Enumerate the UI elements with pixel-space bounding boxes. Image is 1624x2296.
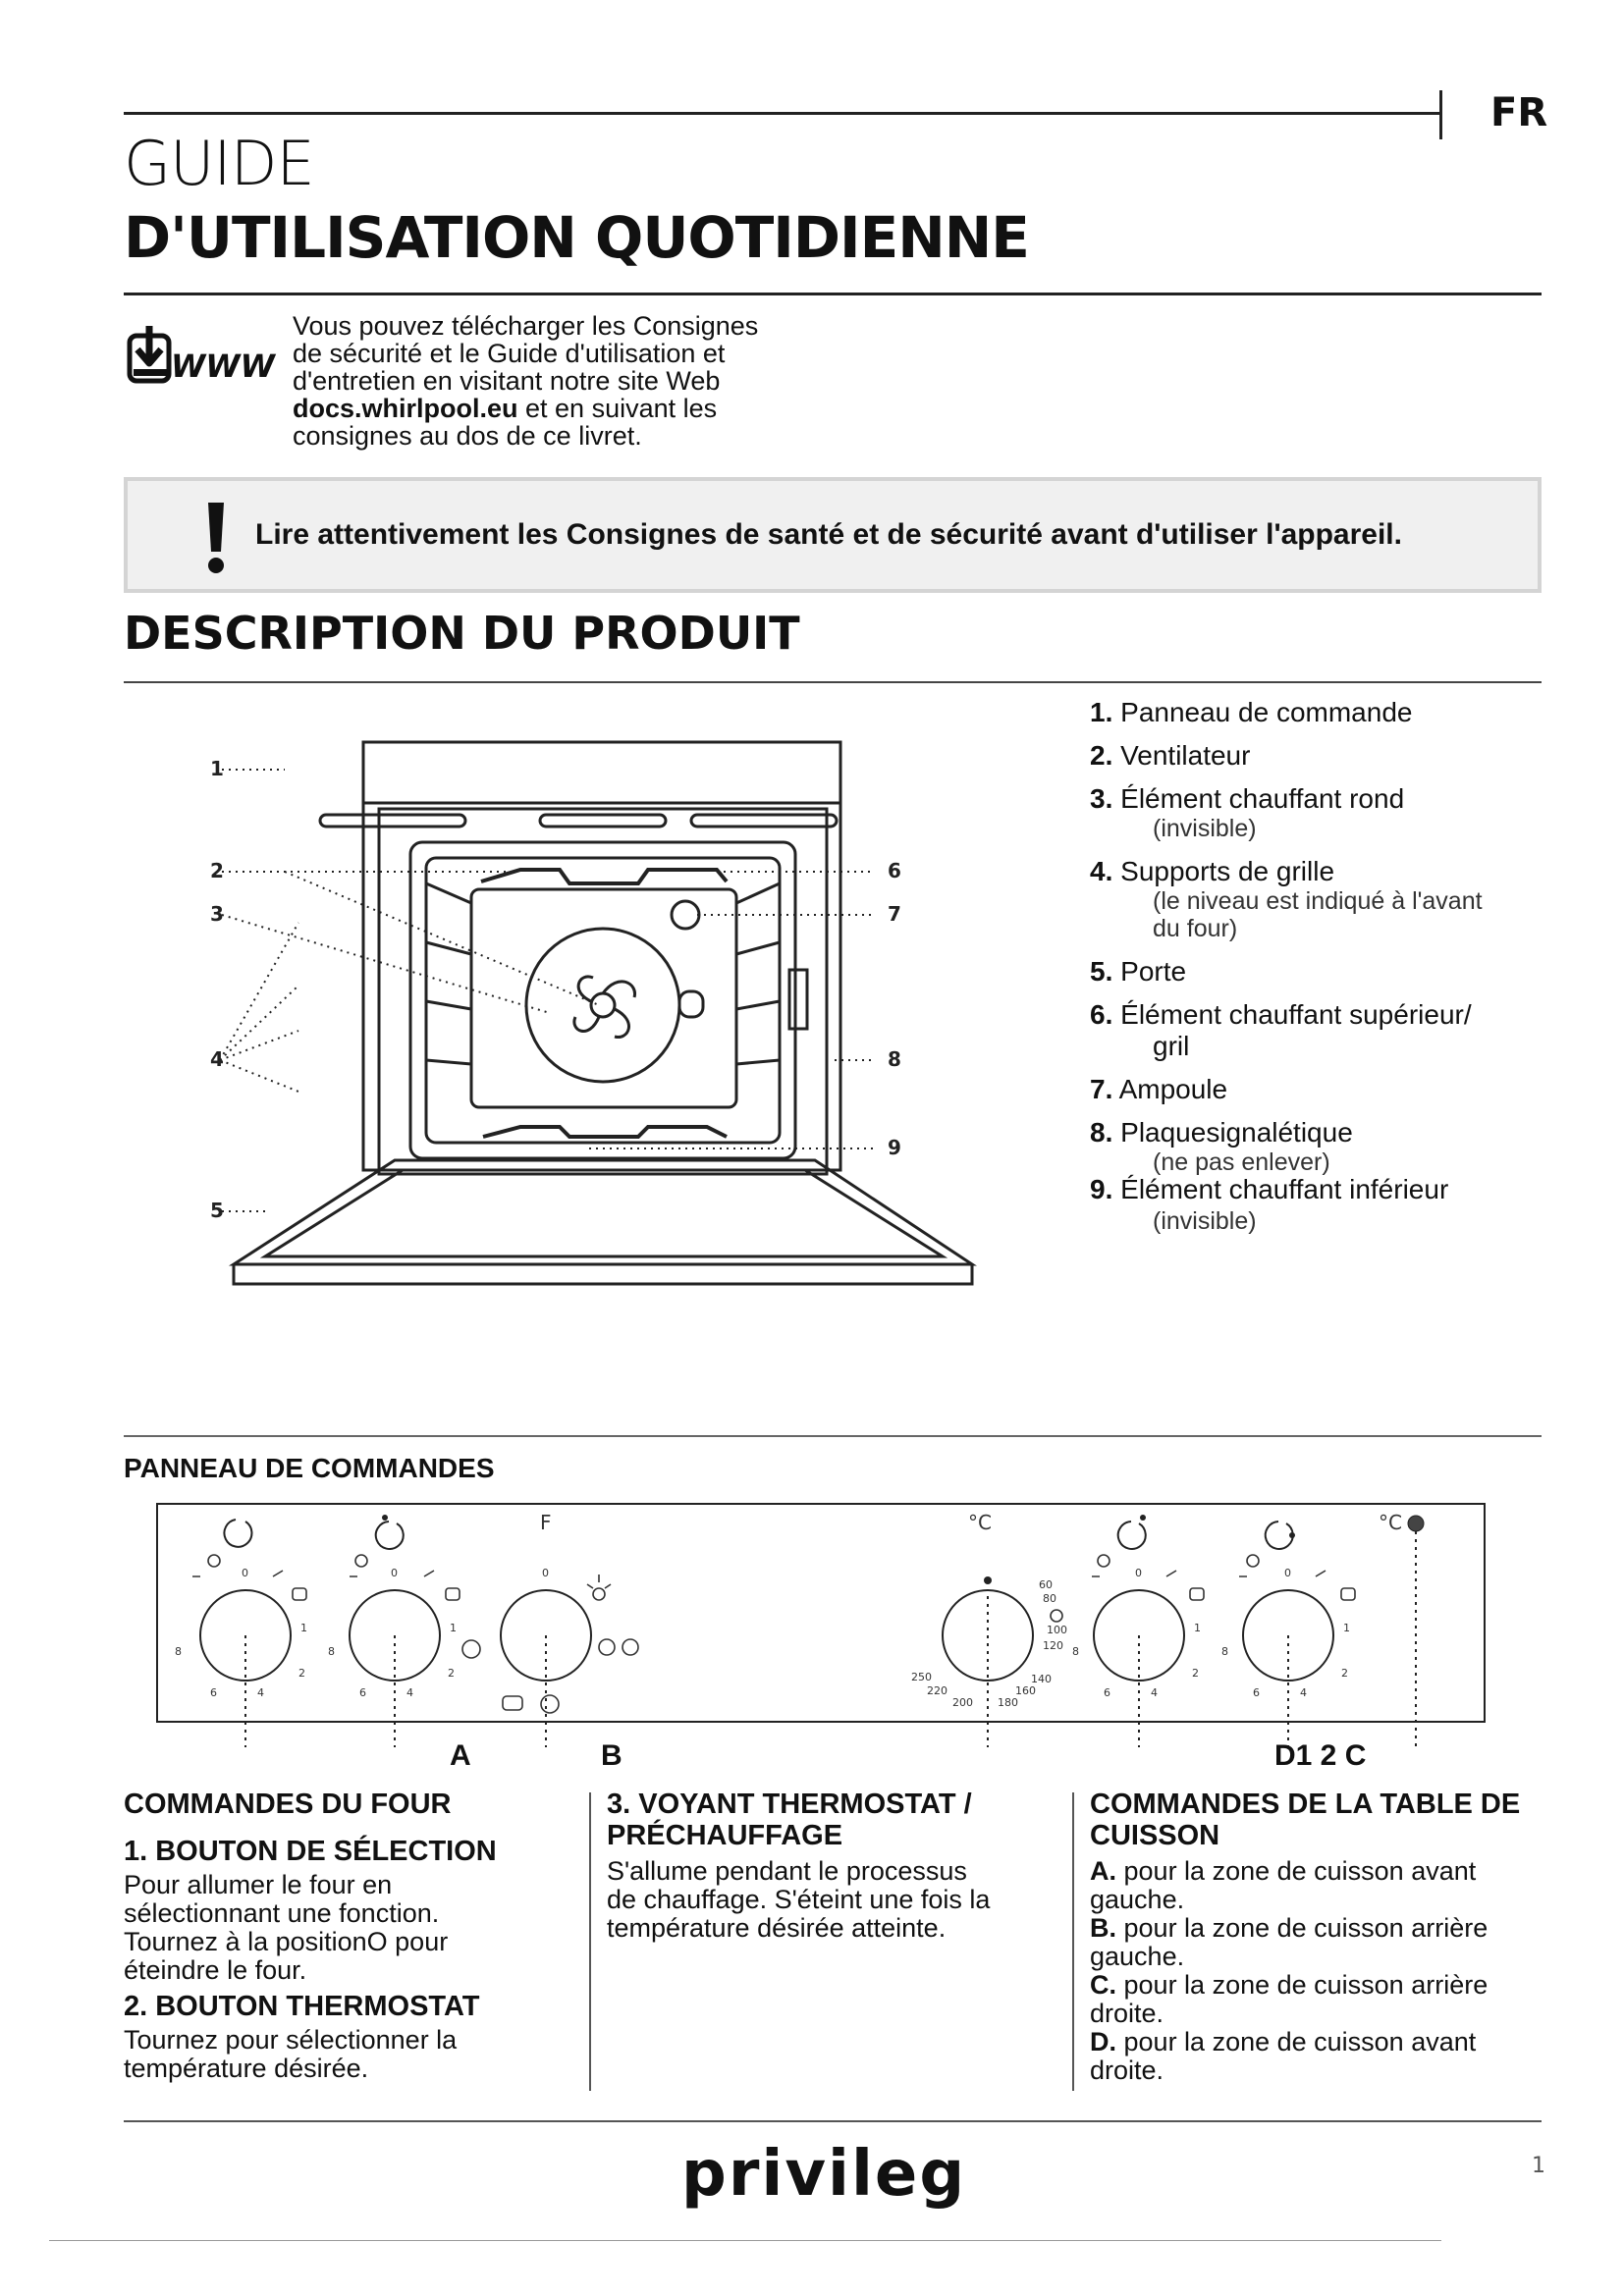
legend-item: 3. Élément chauffant rond: [1090, 783, 1405, 814]
column-divider: [1072, 1792, 1074, 2091]
title-rule: [124, 293, 1542, 295]
legend-item: 8. Plaquesignalétique: [1090, 1117, 1353, 1148]
www-text: WWW: [171, 347, 275, 385]
thermo-mark: 140: [1031, 1673, 1052, 1685]
control-panel-diagram: [155, 1502, 1487, 1767]
callout-8: 8: [888, 1047, 901, 1071]
footer-rule: [124, 2120, 1542, 2122]
text-line: Tournez à la positionO pour: [124, 1927, 449, 1956]
heading-selector: 1. BOUTON DE SÉLECTION: [124, 1836, 497, 1867]
mark-1: 1: [1343, 1622, 1350, 1634]
mark-0: 0: [542, 1567, 549, 1579]
mark-2: 2: [1192, 1667, 1199, 1680]
text-line: droite.: [1090, 1999, 1164, 2028]
function-icons: [192, 1555, 1355, 1713]
legend-sub: (invisible): [1153, 815, 1257, 842]
callout-6: 6: [888, 859, 901, 882]
text-line: éteindre le four.: [124, 1955, 307, 1985]
rating-plate: [789, 970, 807, 1029]
thermo-mark: 250: [911, 1671, 932, 1683]
download-site-link[interactable]: docs.whirlpool.eu: [293, 394, 518, 423]
callout-1: 1: [210, 757, 224, 780]
label-d12c: D1 2 C: [1274, 1739, 1367, 1772]
symbol-c2: °C: [1379, 1511, 1402, 1534]
legend-item: 7. Ampoule: [1090, 1074, 1228, 1104]
section-title-panel: PANNEAU DE COMMANDES: [124, 1453, 495, 1483]
mark-6: 6: [359, 1686, 366, 1699]
text-line: Pour allumer le four en: [124, 1870, 393, 1899]
download-line2: de sécurité et le Guide d'utilisation et: [293, 339, 726, 368]
mark-4: 4: [1300, 1686, 1307, 1699]
legend-item: 2. Ventilateur: [1090, 740, 1251, 771]
text-line: Tournez pour sélectionner la: [124, 2025, 458, 2055]
thermo-mark: 160: [1015, 1684, 1036, 1697]
mark-0: 0: [242, 1567, 248, 1579]
language-label: FR: [1490, 90, 1548, 135]
legend-item: 1. Panneau de commande: [1090, 697, 1413, 727]
indicator-light: [1408, 1516, 1424, 1531]
oven-door: [234, 1160, 972, 1264]
oven-lamp: [672, 901, 699, 929]
thermo-mark: 60: [1039, 1578, 1053, 1591]
hob-item: A. pour la zone de cuisson avant: [1090, 1856, 1477, 1886]
bottom-rule: [49, 2240, 1441, 2241]
top-rule-tick: [1439, 90, 1442, 139]
heading-thermostat-light: 3. VOYANT THERMOSTAT /: [607, 1789, 972, 1820]
mark-8: 8: [1221, 1645, 1228, 1658]
legend-sub: du four): [1153, 915, 1238, 942]
page-title-line2: D'UTILISATION QUOTIDIENNE: [124, 204, 1029, 271]
exclamation-icon: [196, 499, 236, 577]
mark-6: 6: [210, 1686, 217, 1699]
thermo-mark: 120: [1043, 1639, 1063, 1652]
text-line: de chauffage. S'éteint une fois la: [607, 1885, 991, 1914]
callout-9: 9: [888, 1136, 901, 1159]
callout-2: 2: [210, 859, 224, 882]
mark-1: 1: [300, 1622, 307, 1634]
column-thermostat-light: [607, 1789, 1058, 1943]
hob-item: D. pour la zone de cuisson avant: [1090, 2027, 1477, 2056]
oven-control-panel: [363, 742, 840, 803]
thermo-mark: 220: [927, 1684, 947, 1697]
page-title-line1: GUIDE: [124, 128, 314, 199]
callout-7: 7: [888, 902, 901, 926]
heading-thermostat: 2. BOUTON THERMOSTAT: [124, 1991, 480, 2022]
hob-item: C. pour la zone de cuisson arrière: [1090, 1970, 1489, 2000]
download-line3: d'entretien en visitant notre site Web: [293, 366, 721, 396]
mark-0: 0: [391, 1567, 398, 1579]
thermo-mark: 80: [1043, 1592, 1056, 1605]
mark-8: 8: [1072, 1645, 1079, 1658]
text-line: gauche.: [1090, 1942, 1185, 1971]
legend-sub: (ne pas enlever): [1153, 1148, 1330, 1176]
heading-thermostat-light: PRÉCHAUFFAGE: [607, 1820, 843, 1851]
warning-text: Lire attentivement les Consignes de santé et de sécurité avant d'utiliser l'appareil.: [255, 518, 1402, 551]
legend-sub: gril: [1153, 1031, 1190, 1061]
mark-1: 1: [450, 1622, 457, 1634]
thermo-mark: 100: [1047, 1624, 1067, 1636]
warning-box: [124, 477, 1542, 593]
oven-fan: [526, 929, 679, 1082]
heading-hob-controls: CUISSON: [1090, 1820, 1220, 1851]
mark-1: 1: [1194, 1622, 1201, 1634]
panel-rule: [124, 1435, 1542, 1437]
mark-6: 6: [1104, 1686, 1110, 1699]
legend-sub: (invisible): [1153, 1207, 1257, 1235]
label-a: A: [450, 1739, 471, 1772]
mark-4: 4: [406, 1686, 413, 1699]
mark-0: 0: [1135, 1567, 1142, 1579]
text-line: température désirée atteinte.: [607, 1913, 947, 1943]
download-line1: Vous pouvez télécharger les Consignes: [293, 311, 759, 341]
download-www-icon: [128, 322, 295, 410]
legend-item: 9. Élément chauffant inférieur: [1090, 1174, 1449, 1204]
mark-2: 2: [1341, 1667, 1348, 1680]
column-hob-controls: [1090, 1789, 1542, 2085]
symbol-c1: °C: [968, 1511, 992, 1534]
callout-4: 4: [210, 1047, 224, 1071]
brand-logo: privileg: [681, 2138, 967, 2211]
download-line4: et en suivant les: [517, 394, 718, 423]
text-line: gauche.: [1090, 1885, 1185, 1914]
thermo-mark: 200: [952, 1696, 973, 1709]
symbol-f: F: [540, 1511, 552, 1534]
mark-4: 4: [257, 1686, 264, 1699]
download-line5: consignes au dos de ce livret.: [293, 421, 642, 451]
text-line: droite.: [1090, 2056, 1164, 2085]
heading-hob-controls: COMMANDES DE LA TABLE DE: [1090, 1789, 1521, 1820]
mark-0: 0: [1284, 1567, 1291, 1579]
section-title-description: DESCRIPTION DU PRODUIT: [124, 607, 800, 660]
heading-oven-controls: COMMANDES DU FOUR: [124, 1789, 452, 1820]
label-b: B: [601, 1739, 623, 1772]
callout-3: 3: [210, 902, 224, 926]
oven-diagram: [210, 726, 1001, 1306]
hob-item: B. pour la zone de cuisson arrière: [1090, 1913, 1489, 1943]
top-rule: [124, 112, 1441, 115]
text-line: sélectionnant une fonction.: [124, 1898, 440, 1928]
legend-item: 4. Supports de grille: [1090, 856, 1335, 886]
description-rule: [124, 681, 1542, 683]
text-line: température désirée.: [124, 2054, 369, 2083]
column-oven-controls: [124, 1789, 575, 2083]
callout-5: 5: [210, 1199, 224, 1222]
legend-item: 5. Porte: [1090, 956, 1187, 987]
mark-8: 8: [175, 1645, 182, 1658]
mark-2: 2: [448, 1667, 455, 1680]
legend-sub: (le niveau est indiqué à l'avant: [1153, 887, 1483, 915]
download-text: [293, 312, 842, 450]
mark-6: 6: [1253, 1686, 1260, 1699]
page-number: 1: [1532, 2154, 1545, 2178]
thermo-mark: 180: [998, 1696, 1018, 1709]
text-line: S'allume pendant le processus: [607, 1856, 967, 1886]
mark-8: 8: [328, 1645, 335, 1658]
mark-2: 2: [298, 1667, 305, 1680]
column-divider: [589, 1792, 591, 2091]
mark-4: 4: [1151, 1686, 1158, 1699]
legend-item: 6. Élément chauffant supérieur/: [1090, 999, 1472, 1030]
